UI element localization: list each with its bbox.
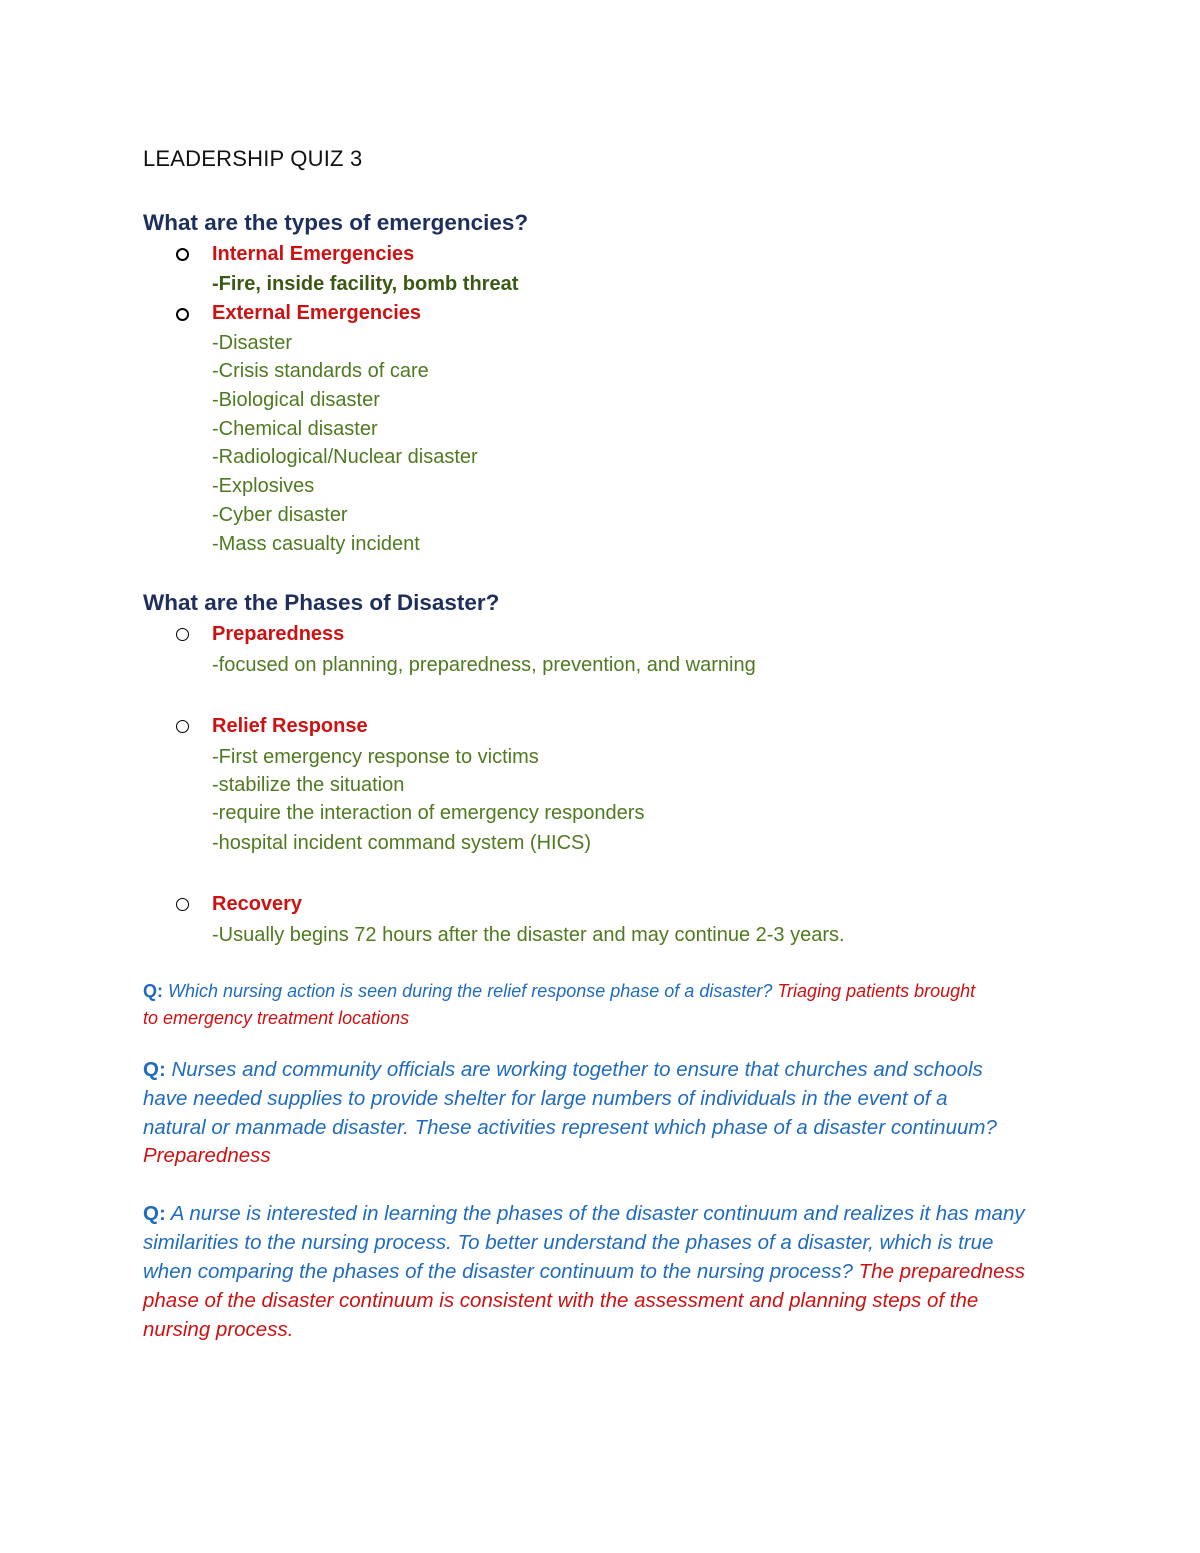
item-detail: -Explosives [212,475,315,497]
question-text: Nurses and community officials are working together to ensure that churches and schools [171,1058,983,1081]
item-label-recovery: Recovery [212,893,303,915]
question-3-answer-line-2: phase of the disaster continuum is consistent with the assessment and planning steps of the [143,1289,979,1312]
question-1-line-1 [143,982,975,1000]
question-text: Which nursing action is seen during the relief response phase of a disaster? [168,981,773,1001]
item-detail: -require the interaction of emergency responders [212,802,645,824]
item-detail: -Chemical disaster [212,418,378,440]
answer-text: Triaging patients brought [777,981,976,1001]
item-detail: -Biological disaster [212,389,380,411]
question-2-line-1 [143,1060,983,1081]
section-heading-emergency-types: What are the types of emergencies? [143,210,529,235]
question-2-line-3: natural or manmade disaster. These activities represent which phase of a disaster continuum? [143,1116,997,1139]
question-3-line-2: similarities to the nursing process. To better understand the phases of a disaster, which is true [143,1231,994,1254]
bullet-icon [176,898,189,911]
question-3-line-3 [143,1262,1025,1283]
question-text: A nurse is interested in learning the phases of the disaster continuum and realizes it has many [170,1202,1025,1225]
item-detail: -First emergency response to victims [212,746,539,768]
answer-text: The preparedness [858,1260,1026,1283]
item-label-relief-response: Relief Response [212,715,368,737]
item-detail: -focused on planning, preparedness, prevention, and warning [212,654,756,676]
item-label-preparedness: Preparedness [212,623,345,645]
item-label-internal-emergencies: Internal Emergencies [212,243,415,265]
question-2-line-2: have needed supplies to provide shelter for large numbers of individuals in the event of a [143,1087,948,1110]
item-detail: -Fire, inside facility, bomb threat [212,273,519,295]
document-title: LEADERSHIP QUIZ 3 [143,146,363,171]
item-detail: -Cyber disaster [212,504,348,526]
item-detail: -Radiological/Nuclear disaster [212,446,478,468]
question-prefix: Q: [143,981,163,1001]
item-detail: -Crisis standards of care [212,360,429,382]
question-prefix: Q: [143,1058,166,1081]
item-label-external-emergencies: External Emergencies [212,302,421,324]
item-detail: -stabilize the situation [212,774,405,796]
question-3-line-1 [143,1204,1025,1225]
bullet-icon [176,628,189,641]
question-2-answer: Preparedness [143,1144,271,1167]
bullet-icon [176,248,189,261]
question-1-answer-line-2: to emergency treatment locations [143,1008,410,1028]
item-detail: -Disaster [212,332,293,354]
section-heading-disaster-phases: What are the Phases of Disaster? [143,590,500,615]
question-prefix: Q: [143,1202,166,1225]
question-text: when comparing the phases of the disaster continuum to the nursing process? [143,1260,853,1283]
bullet-icon [176,308,189,321]
question-3-answer-line-3: nursing process. [143,1318,294,1341]
item-detail: -Mass casualty incident [212,533,420,555]
item-detail: -Usually begins 72 hours after the disaster and may continue 2-3 years. [212,924,845,946]
item-detail: -hospital incident command system (HICS) [212,832,592,854]
bullet-icon [176,720,189,733]
